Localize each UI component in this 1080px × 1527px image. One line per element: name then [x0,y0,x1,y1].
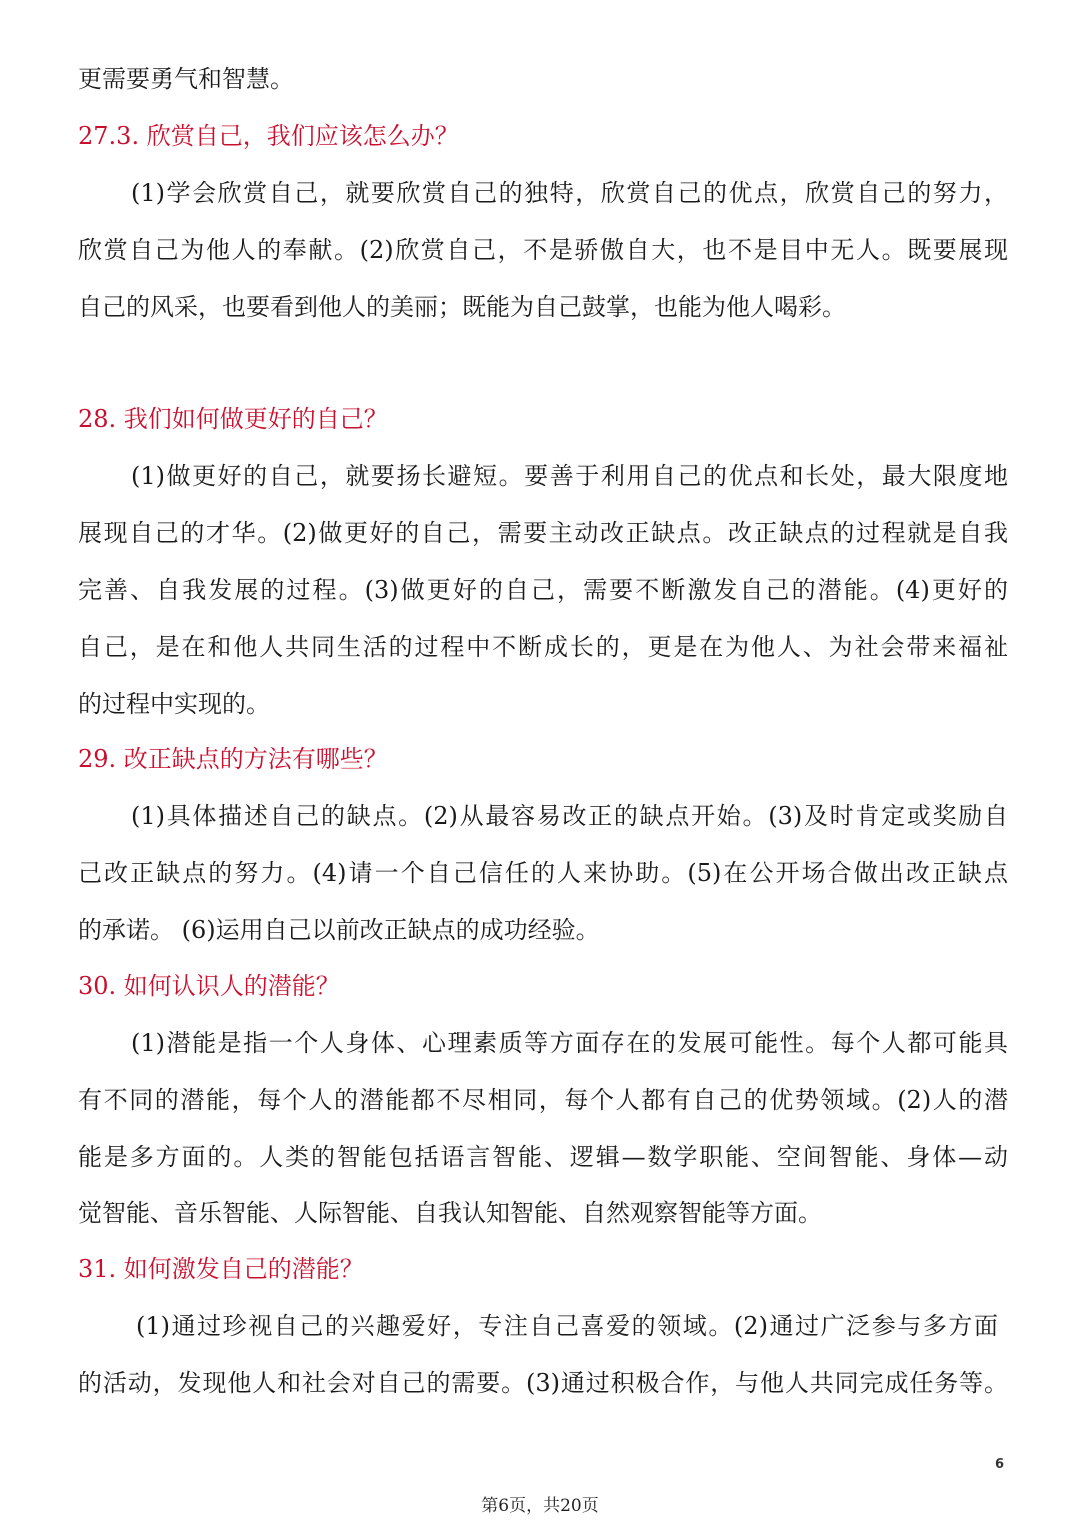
page-footer: 第6页，共20页 [481,1496,599,1516]
paragraph-line: 的过程中实现的。 [78,690,270,718]
paragraph-line: 有不同的潜能，每个人的潜能都不尽相同，每个人都有自己的优势领域。(2)人的潜 [78,1086,1008,1114]
paragraph-line: (1)具体描述自己的缺点。(2)从最容易改正的缺点开始。(3)及时肯定或奖励自 [131,802,1008,830]
paragraph-line: 完善、自我发展的过程。(3)做更好的自己，需要不断激发自己的潜能。(4)更好的 [78,576,1008,604]
paragraph-line: 自己的风采，也要看到他人的美丽；既能为自己鼓掌，也能为他人喝彩。 [78,293,846,321]
paragraph-line: (1)学会欣赏自己，就要欣赏自己的独特，欣赏自己的优点，欣赏自己的努力， [131,179,1008,207]
paragraph-line: 己改正缺点的努力。(4)请一个自己信任的人来协助。(5)在公开场合做出改正缺点 [78,859,1008,887]
page-number: 6 [994,1457,1004,1472]
paragraph-line: 的活动，发现他人和社会对自己的需要。(3)通过积极合作，与他人共同完成任务等。 [78,1369,1008,1397]
paragraph-line: 的承诺。 (6)运用自己以前改正缺点的成功经验。 [78,916,600,944]
paragraph-line: 展现自己的才华。(2)做更好的自己，需要主动改正缺点。改正缺点的过程就是自我 [78,519,1008,547]
section-heading-27-3: 27.3. 欣赏自己，我们应该怎么办？ [78,122,459,150]
paragraph-line: 欣赏自己为他人的奉献。(2)欣赏自己，不是骄傲自大，也不是目中无人。既要展现 [78,236,1008,264]
paragraph-line: (1)潜能是指一个人身体、心理素质等方面存在的发展可能性。每个人都可能具 [131,1029,1008,1057]
section-heading-30: 30. 如何认识人的潜能？ [78,972,340,1000]
section-heading-31: 31. 如何激发自己的潜能？ [78,1255,364,1283]
section-heading-28: 28. 我们如何做更好的自己？ [78,405,388,433]
paragraph-line: 能是多方面的。人类的智能包括语言智能、逻辑—数学职能、空间智能、身体—动 [78,1143,1008,1171]
paragraph-line: 更需要勇气和智慧。 [78,65,294,93]
paragraph-line: (1)通过珍视自己的兴趣爱好，专注自己喜爱的领域。(2)通过广泛参与多方面 [136,1312,998,1340]
paragraph-line: (1)做更好的自己，就要扬长避短。要善于利用自己的优点和长处，最大限度地 [131,462,1008,490]
paragraph-line: 自己，是在和他人共同生活的过程中不断成长的，更是在为他人、为社会带来福祉 [78,633,1008,661]
paragraph-line: 觉智能、音乐智能、人际智能、自我认知智能、自然观察智能等方面。 [78,1199,822,1227]
section-heading-29: 29. 改正缺点的方法有哪些？ [78,745,388,773]
